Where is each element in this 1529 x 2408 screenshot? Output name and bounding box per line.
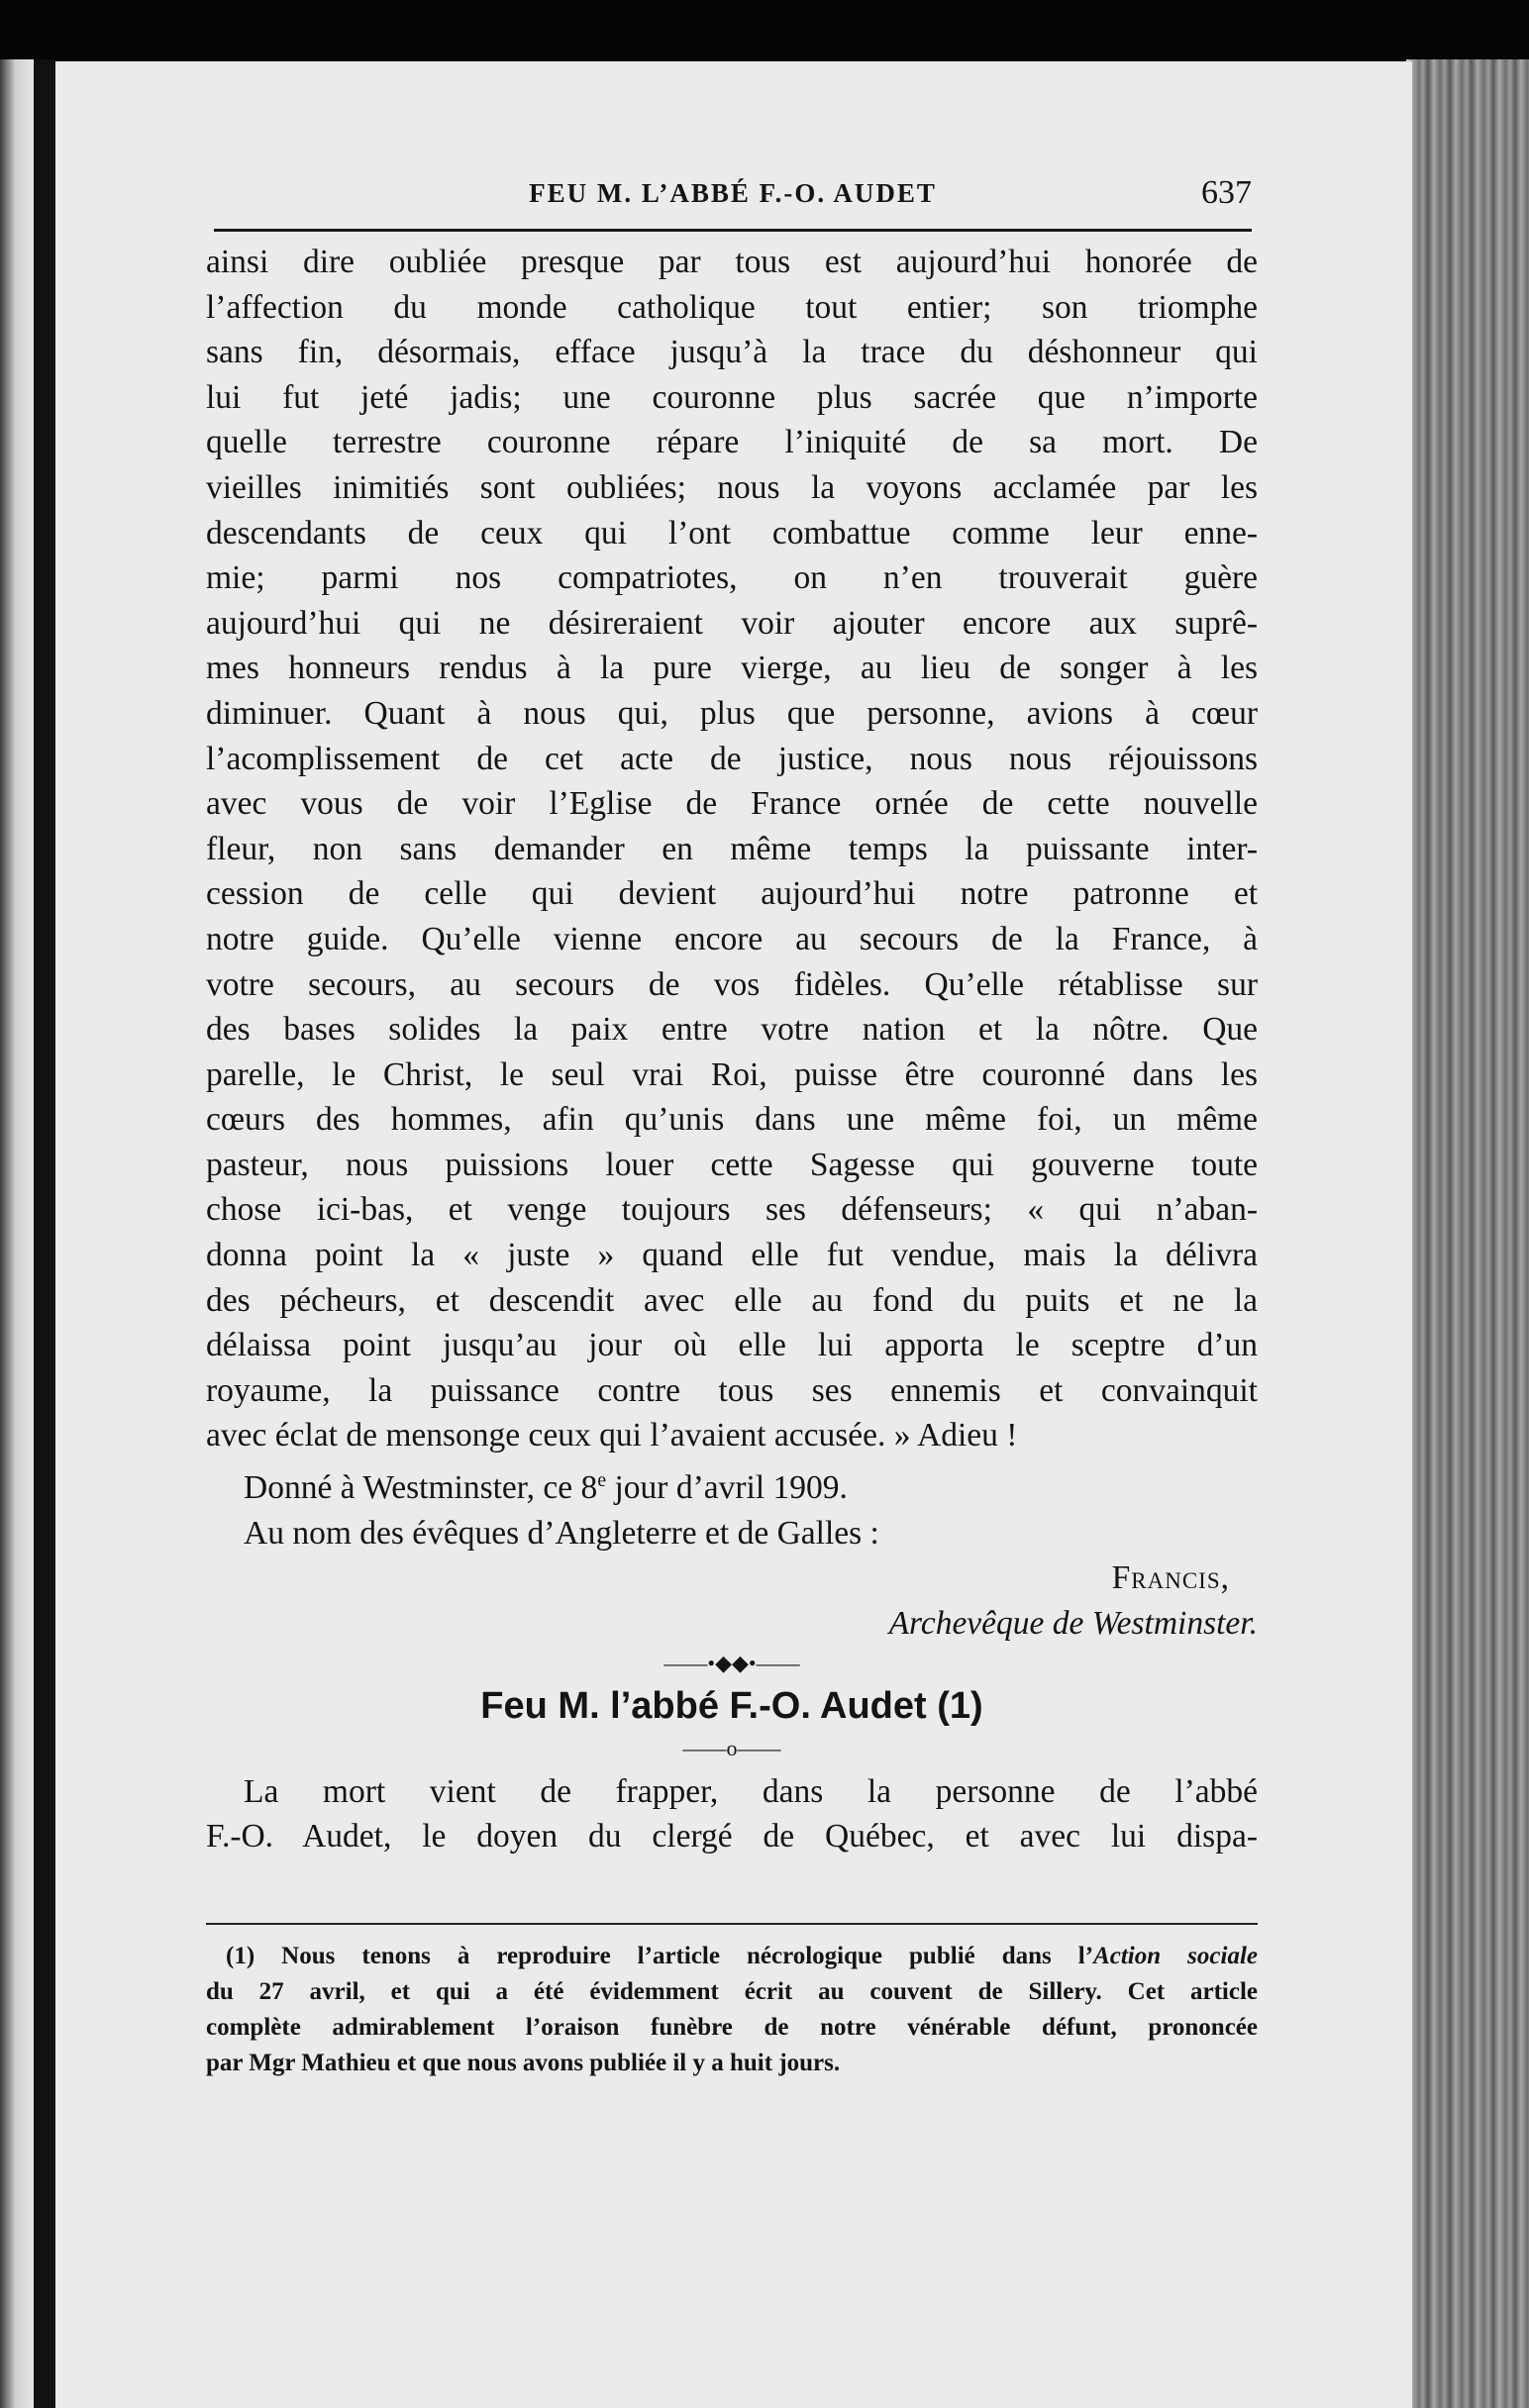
date-superscript: e <box>597 1469 607 1492</box>
date-line <box>206 1458 1258 1511</box>
text-line: mie; parmi nos compatriotes, on n’en trouverait guère <box>206 559 1258 597</box>
text-line: diminuer. Quant à nous qui, plus que personne, avions à cœur <box>206 694 1258 732</box>
footnote-line-start: (1) Nous tenons à reproduire l’article nécrologique publié dans l’ <box>226 1943 1094 1969</box>
letter-paragraph <box>206 240 1258 1458</box>
text-line: l’affection du monde catholique tout entier; son triomphe <box>206 288 1258 326</box>
running-header <box>214 166 1252 226</box>
text-line: parelle, le Christ, le seul vrai Roi, puisse être couronné dans les <box>206 1055 1258 1093</box>
footnote-rule <box>206 1923 1258 1925</box>
text-line: cession de celle qui devient aujourd’hui notre patronne et <box>206 875 1258 913</box>
text-line: avec vous de voir l’Eglise de France ornée de cette nouvelle <box>206 785 1258 823</box>
date-line-start: Donné à Westminster, ce 8 <box>244 1469 598 1507</box>
text-line: des bases solides la paix entre votre nation et la nôtre. Que <box>206 1011 1258 1049</box>
text-line: donna point la « juste » quand elle fut vendue, mais la délivra <box>206 1237 1258 1274</box>
text-line: mes honneurs rendus à la pure vierge, au lieu de songer à les <box>206 650 1258 687</box>
text-line: des pécheurs, et descendit avec elle au fond du puits et ne la <box>206 1281 1258 1319</box>
section-title: Feu M. l’abbé F.-O. Audet (1) <box>480 1684 983 1727</box>
text-line: F.-O. Audet, le doyen du clergé de Québec, et avec lui dispa- <box>206 1818 1258 1856</box>
footnote-line: du 27 avril, et qui a été évidemment écrit au couvent de Sillery. Cet article <box>206 1978 1258 2005</box>
signature-title: Archevêque de Westminster. <box>888 1604 1258 1642</box>
adjacent-page-edge <box>0 59 34 2408</box>
book-gutter <box>34 59 55 2408</box>
text-line: lui fut jeté jadis; une couronne plus sacrée que n’importe <box>206 378 1258 416</box>
text-line: délaissa point jusqu’au jour où elle lui apporta le sceptre d’un <box>206 1327 1258 1364</box>
text-line: notre guide. Qu’elle vienne encore au secours de la France, à <box>206 920 1258 957</box>
text-line: quelle terrestre couronne répare l’iniquité de sa mort. De <box>206 424 1258 461</box>
page-body <box>206 240 1258 1859</box>
text-line: chose ici-bas, et venge toujours ses défenseurs; « qui n’aban- <box>206 1191 1258 1229</box>
text-line: aujourd’hui qui ne désireraient voir ajouter encore aux suprê- <box>206 604 1258 642</box>
text-line: fleur, non sans demander en même temps la puissante inter- <box>206 830 1258 867</box>
text-line: cœurs des hommes, afin qu’unis dans une même foi, un même <box>206 1101 1258 1139</box>
header-rule <box>214 229 1252 232</box>
footnote-line: complète admirablement l’oraison funèbre de notre vénérable défunt, prononcée <box>206 2014 1258 2041</box>
footnote-line <box>206 1939 1258 1974</box>
footnote-italic: Action sociale <box>1093 1943 1258 1969</box>
signature-name: Francis, <box>1111 1559 1230 1597</box>
date-line-end: jour d’avril 1909. <box>606 1469 848 1507</box>
page-number: 637 <box>1201 174 1252 211</box>
text-line: vieilles inimitiés sont oubliées; nous la voyons acclamée par les <box>206 468 1258 506</box>
book-page <box>55 61 1412 2408</box>
text-line: pasteur, nous puissions louer cette Sagesse qui gouverne toute <box>206 1146 1258 1183</box>
text-line: La mort vient de frapper, dans la personne de l’abbé <box>244 1772 1258 1810</box>
running-title: FEU M. L’ABBÉ F.-O. AUDET <box>529 178 937 208</box>
footnote <box>206 1939 1258 2081</box>
text-line: ainsi dire oubliée presque par tous est aujourd’hui honorée de <box>206 244 1258 280</box>
footnote-line: par Mgr Mathieu et que nous avons publiée il y a huit jours. <box>206 2050 841 2076</box>
text-line: avec éclat de mensonge ceux qui l’avaient accusée. » Adieu ! <box>206 1417 1018 1455</box>
book-page-stack-edge <box>1418 59 1529 2408</box>
section-ornament-bottom: ——o—— <box>682 1735 781 1760</box>
text-line: l’acomplissement de cet acte de justice, nous nous réjouissons <box>206 740 1258 777</box>
obituary-paragraph <box>206 1769 1258 1859</box>
text-line: sans fin, désormais, efface jusqu’à la trace du déshonneur qui <box>206 334 1258 371</box>
section-ornament-top: ——•◆◆•—— <box>663 1650 800 1675</box>
text-line: votre secours, au secours de vos fidèles. Qu’elle rétablisse sur <box>206 965 1258 1003</box>
text-line: royaume, la puissance contre tous ses ennemis et convainquit <box>206 1371 1258 1409</box>
on-behalf-line: Au nom des évêques d’Angleterre et de Galles : <box>244 1514 879 1552</box>
text-line: descendants de ceux qui l’ont combattue comme leur enne- <box>206 514 1258 552</box>
